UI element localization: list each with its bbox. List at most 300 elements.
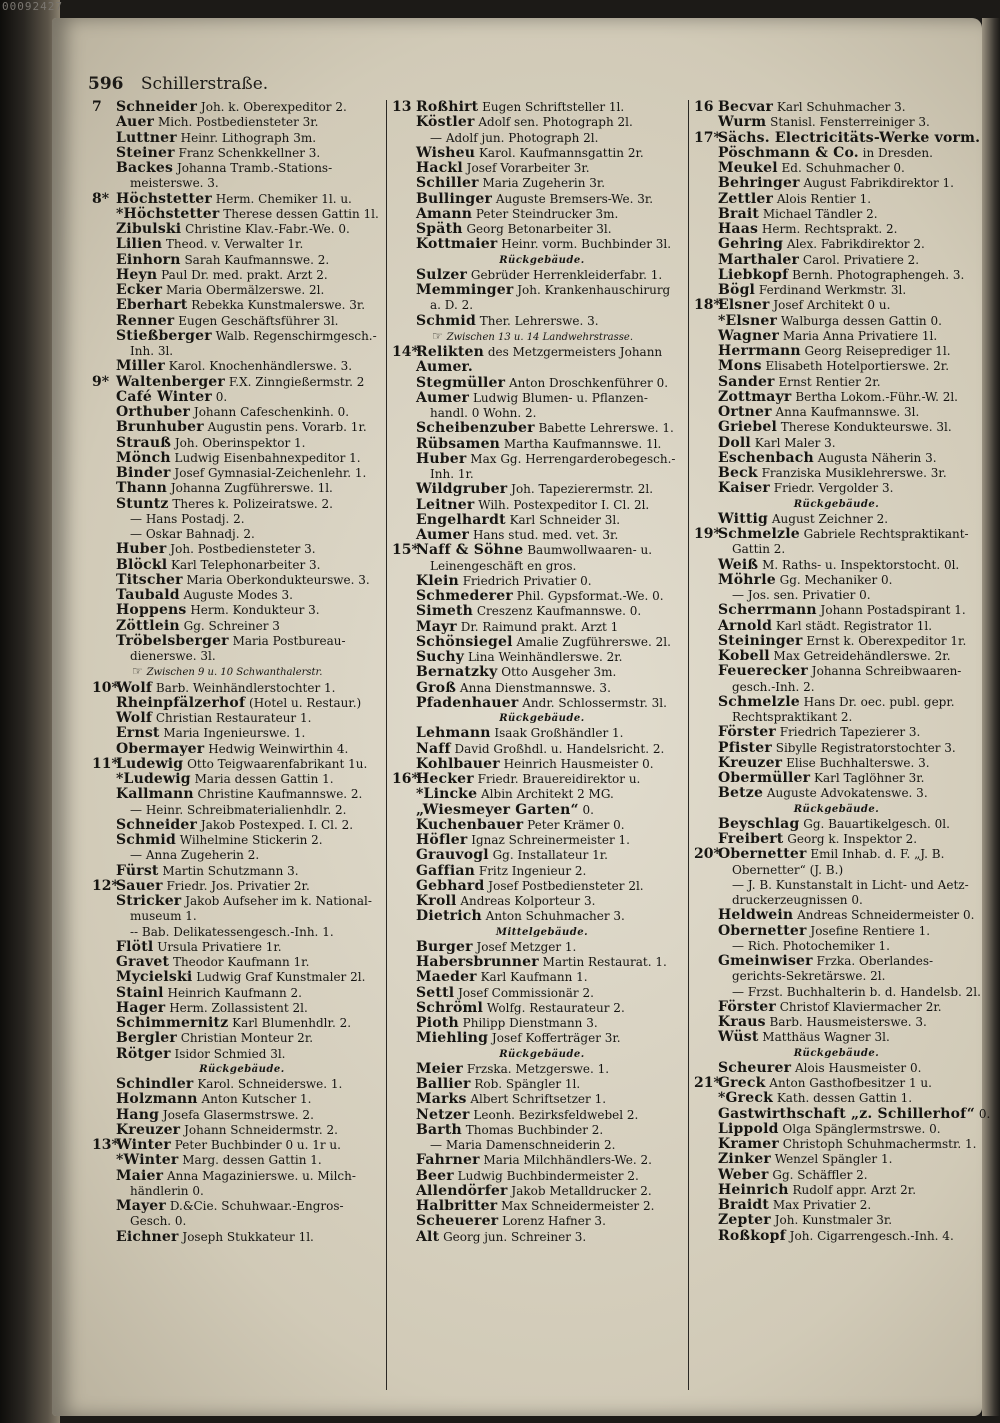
directory-entry (92, 207, 392, 222)
resident-details: Auguste Bremsers-We. 3r. (492, 191, 654, 206)
resident-details: Josef Commissionär 2. (454, 985, 594, 1000)
resident-details: Christian Restaurateur 1. (152, 711, 312, 725)
resident-name: Strauß (116, 434, 172, 451)
resident-details: Thomas Buchbinder 2. (461, 1122, 604, 1137)
entry-continuation: — Adolf jun. Photograph 2l. (430, 130, 599, 145)
resident-name: Allendörfer (416, 1182, 508, 1199)
resident-details: Jakob Aufseher im k. National- (181, 894, 372, 908)
directory-entry (694, 847, 979, 862)
house-number: 17* (694, 129, 721, 146)
entry-continuation: Rechtspraktikant 2. (732, 710, 853, 724)
resident-details: Stanisl. Fensterreiniger 3. (766, 115, 930, 130)
resident-name: Höchstetter (116, 190, 212, 207)
directory-entry (392, 543, 692, 558)
resident-name: Netzer (416, 1106, 470, 1123)
resident-details: Christine Kaufmannswe. 2. (193, 787, 363, 802)
resident-name: Dietrich (416, 908, 482, 925)
directory-entry (92, 833, 392, 848)
directory-entry (392, 268, 692, 283)
directory-entry (392, 574, 692, 589)
resident-details: Bernh. Photographengeh. 3. (788, 267, 965, 282)
resident-name: Winter (116, 1137, 171, 1153)
directory-entry (392, 604, 692, 619)
directory-entry (694, 237, 979, 252)
resident-name: Maeder (416, 969, 477, 986)
resident-name: Rheinpfälzerhof (116, 694, 246, 711)
resident-details: Hans Dr. oec. publ. gepr. (799, 694, 955, 709)
directory-entry (92, 681, 392, 696)
resident-details: Gg. Installateur 1r. (488, 848, 608, 863)
directory-entry (392, 1092, 692, 1107)
resident-name: Orthuber (116, 404, 191, 420)
directory-entry (392, 376, 692, 391)
resident-details: Babette Lehrerswe. 1. (534, 421, 674, 436)
directory-entry (392, 665, 692, 680)
entry-continuation: handl. 0 Wohn. 2. (430, 406, 537, 420)
directory-entry (92, 481, 392, 496)
directory-entry (694, 603, 979, 618)
resident-details: 0. (975, 1106, 991, 1121)
directory-entry (694, 176, 979, 191)
book-spine (0, 0, 60, 1423)
directory-entry (694, 1152, 979, 1167)
resident-name: Zibulski (116, 221, 182, 237)
directory-entry (92, 298, 392, 313)
resident-name: Stegmüller (416, 374, 506, 391)
directory-entry (392, 115, 692, 130)
resident-details: Wenzel Spängler 1. (770, 1152, 893, 1167)
resident-name: Obermüller (718, 770, 811, 786)
resident-details: Dr. Raimund prakt. Arzt 1 (456, 619, 619, 634)
directory-entry (92, 573, 392, 588)
resident-details: Joseph Stukkateur 1l. (178, 1229, 314, 1244)
directory-entry (392, 1169, 692, 1184)
directory-entry (694, 1105, 991, 1122)
directory-entry (92, 161, 392, 176)
resident-name: Alt (416, 1228, 440, 1245)
resident-name: *Winter (116, 1152, 179, 1169)
directory-entry (694, 222, 979, 237)
resident-details: Heinr. Lithograph 3m. (176, 130, 317, 145)
resident-name: Bullinger (416, 190, 493, 207)
resident-name: Amann (416, 205, 473, 222)
directory-entry (392, 283, 692, 298)
resident-name: Roßhirt (416, 99, 479, 115)
entry-continuation: gesch.-Inh. 2. (732, 679, 815, 694)
resident-details: Ludwig Blumen- u. Pflanzen- (469, 390, 648, 405)
resident-details: Leonh. Bezirksfeldwebel 2. (469, 1107, 639, 1122)
directory-entry (392, 909, 692, 924)
resident-details: Ursula Privatiere 1r. (153, 939, 282, 954)
resident-name: Lehmann (416, 725, 491, 742)
directory-entry (92, 1092, 392, 1107)
house-number: 21* (694, 1075, 721, 1091)
resident-name: Scheurer (718, 1059, 792, 1076)
resident-name: Ernst (116, 725, 160, 742)
directory-entry (92, 542, 392, 557)
directory-entry (92, 1138, 392, 1153)
resident-details: Johann Cafeschenkinh. 0. (190, 405, 350, 419)
resident-details: (Hotel u. Restaur.) (245, 695, 362, 710)
resident-name: Roßkopf (718, 1227, 786, 1244)
resident-name: Rötger (116, 1045, 171, 1062)
resident-name: Gmeinwiser (718, 953, 813, 969)
resident-details: Anton Droschkenführer 0. (505, 375, 669, 390)
directory-entry (694, 908, 979, 923)
resident-name: Miehling (416, 1030, 489, 1047)
resident-name: Förster (718, 998, 776, 1015)
resident-name: Mönch (116, 449, 171, 466)
resident-details: 0. (578, 802, 594, 817)
directory-entry (92, 359, 392, 374)
resident-details: Albert Schriftsetzer 1. (466, 1092, 607, 1107)
resident-name: Lippold (718, 1120, 779, 1137)
directory-entry (92, 879, 392, 894)
directory-entry (92, 115, 392, 130)
house-number: 11* (92, 755, 119, 772)
resident-details: Karl Kaufmann 1. (476, 970, 588, 985)
resident-name: *Höchstetter (116, 205, 220, 222)
resident-details: Rudolf appr. Arzt 2r. (788, 1182, 917, 1197)
entry-continuation: — Rich. Photochemiker 1. (732, 938, 890, 953)
resident-details: Rob. Spängler 1l. (470, 1077, 581, 1091)
resident-name: Arnold (718, 617, 773, 634)
resident-details: Sibylle Registratorstochter 3. (771, 740, 956, 755)
resident-name: Schmid (416, 312, 476, 329)
directory-entry (392, 833, 692, 848)
resident-details: Herm. Rechtsprakt. 2. (758, 222, 898, 236)
resident-details: Christian Monteur 2r. (176, 1031, 314, 1046)
resident-name: Obernetter (718, 846, 807, 863)
directory-entry (694, 405, 979, 420)
directory-entry (392, 1230, 692, 1245)
column-1 (92, 100, 392, 1245)
resident-name: Ludewig (116, 755, 184, 772)
resident-details: Gg. Schäffler 2. (768, 1167, 868, 1182)
resident-details: Georg Betonarbeiter 3l. (462, 222, 612, 236)
directory-entry (694, 1015, 979, 1030)
directory-entry (92, 1108, 392, 1123)
resident-details: Max Schneidermeister 2. (497, 1199, 655, 1213)
page-edge (982, 18, 1000, 1416)
resident-details: Adolf sen. Photograph 2l. (474, 115, 633, 130)
resident-name: Engelhardt (416, 511, 506, 528)
resident-name: Höfler (416, 832, 468, 848)
directory-entry (392, 589, 692, 604)
resident-name: *Lincke (416, 786, 478, 803)
resident-details: Eugen Schriftsteller 1l. (478, 100, 625, 114)
resident-name: Gastwirthschaft „z. Schillerhof“ (718, 1105, 976, 1122)
directory-entry (392, 528, 692, 543)
resident-name: Beyschlag (718, 815, 800, 832)
resident-name: Gehring (718, 236, 784, 253)
directory-entry (92, 405, 392, 420)
directory-entry (694, 131, 979, 146)
directory-entry (92, 787, 392, 802)
directory-entry (392, 391, 692, 406)
resident-details: Ernst Rentier 2r. (774, 374, 881, 389)
resident-details: Josef Postbediensteter 2l. (484, 878, 644, 893)
resident-name: Wittig (718, 510, 769, 527)
resident-name: Schneider (116, 99, 198, 115)
directory-entry (92, 1230, 392, 1245)
directory-entry (694, 329, 979, 344)
resident-details: Maria Obermälzerswe. 2l. (162, 283, 325, 297)
resident-name: Huber (116, 541, 167, 558)
resident-details: Ludwig Eisenbahnexpeditor 1. (170, 450, 361, 465)
resident-details: Johanna Tramb.-Stations- (173, 161, 333, 175)
column-3 (694, 99, 991, 1244)
resident-name: Wagner (718, 327, 780, 344)
entry-continuation: Inh. 1r. (430, 467, 474, 481)
resident-details: Joh. Tapezierermstr. 2l. (507, 482, 654, 497)
resident-name: Behringer (718, 175, 800, 192)
directory-entry (92, 1001, 392, 1016)
resident-details: Gebrüder Herrenkleiderfabr. 1. (467, 267, 663, 282)
house-number: 14* (392, 344, 419, 360)
house-number: 13* (92, 1137, 119, 1153)
page-number: 596 (88, 74, 124, 94)
resident-details: Karol. Kaufmannsgattin 2r. (475, 145, 644, 160)
entry-continuation: Gesch. 0. (130, 1214, 187, 1229)
resident-name: Waltenberger (116, 373, 225, 390)
directory-entry (92, 818, 392, 833)
directory-entry (92, 742, 392, 757)
resident-name: Scheibenzuber (416, 420, 535, 437)
directory-entry (92, 757, 392, 772)
resident-name: Stuntz (116, 495, 169, 512)
directory-entry (92, 1123, 392, 1138)
section-heading: Mittelgebäude. (495, 926, 589, 938)
directory-entry (392, 100, 692, 115)
resident-name: Naff (416, 740, 451, 757)
resident-details: Ludwig Buchbindermeister 2. (453, 1168, 639, 1183)
resident-name: Kraus (718, 1014, 766, 1030)
resident-name: Barth (416, 1121, 462, 1138)
resident-name: Elsner (718, 297, 770, 314)
directory-entry (92, 1047, 392, 1062)
entry-continuation: händlerin 0. (130, 1183, 204, 1198)
resident-name: Ecker (116, 282, 163, 298)
directory-entry (92, 451, 392, 466)
house-number: 18* (694, 297, 721, 314)
directory-entry (694, 1030, 979, 1045)
resident-details: Max Privatier 2. (769, 1198, 872, 1212)
directory-entry (392, 864, 692, 879)
resident-name: Settl (416, 984, 455, 1001)
directory-entry (392, 222, 692, 237)
directory-entry (392, 1077, 692, 1092)
resident-details: Anna Kaufmannswe. 3l. (771, 405, 920, 419)
entry-continuation: — Anna Zugeherin 2. (130, 848, 260, 863)
directory-entry (392, 452, 692, 467)
directory-entry (392, 237, 692, 252)
resident-name: Eichner (116, 1228, 179, 1245)
resident-name: Meukel (718, 160, 778, 176)
directory-entry (392, 1016, 692, 1031)
resident-details: David Großhdl. u. Handelsricht. 2. (450, 741, 665, 756)
directory-entry (92, 711, 392, 726)
directory-entry (392, 360, 692, 375)
directory-entry (92, 955, 392, 970)
resident-details: Barb. Hausmeisterswe. 3. (765, 1015, 927, 1029)
house-number: 7 (92, 99, 102, 115)
resident-details: Andr. Schlossermstr. 3l. (518, 695, 667, 710)
resident-details: Peter Steindrucker 3m. (472, 206, 619, 221)
directory-entry (92, 146, 392, 161)
resident-details: Karl Maler 3. (750, 435, 836, 450)
directory-entry (694, 436, 979, 451)
resident-name: Simeth (416, 603, 473, 620)
resident-details: Kath. dessen Gattin 1. (773, 1091, 913, 1106)
resident-name: Wildgruber (416, 481, 508, 498)
resident-name: Zinker (718, 1151, 771, 1168)
resident-name: Hager (116, 999, 166, 1016)
directory-entry (92, 222, 392, 237)
directory-entry (92, 894, 392, 909)
directory-entry (392, 513, 692, 528)
directory-entry (392, 940, 692, 955)
directory-entry (92, 1016, 392, 1031)
resident-name: Pfadenhauer (416, 694, 519, 711)
directory-entry (92, 192, 392, 207)
resident-name: Meier (416, 1060, 464, 1077)
house-number: 10* (92, 679, 119, 696)
section-heading: Rückgebäude. (793, 803, 880, 815)
resident-details: Heinr. vorm. Buchbinder 3l. (497, 237, 672, 252)
resident-name: Heyn (116, 266, 158, 283)
directory-entry (392, 482, 692, 497)
resident-details: Herm. Kondukteur 3. (186, 603, 320, 618)
resident-name: Kobell (718, 648, 770, 664)
resident-name: Relikten (416, 344, 485, 360)
resident-name: Griebel (718, 419, 777, 436)
resident-details: Ferdinand Werkmstr. 3l. (755, 283, 907, 297)
resident-name: Taubald (116, 587, 180, 603)
entry-continuation: Leinengeschäft en gros. (430, 558, 577, 573)
resident-name: Zottmayr (718, 388, 792, 405)
resident-details: Joh. Kunstmaler 3r. (770, 1213, 893, 1228)
directory-entry (392, 314, 692, 329)
resident-name: Schmelzle (718, 693, 800, 710)
section-heading: Rückgebäude. (793, 498, 880, 510)
resident-details: Karl Telephonarbeiter 3. (167, 557, 321, 572)
resident-name: Halbritter (416, 1198, 498, 1214)
entry-continuation: — Hans Postadj. 2. (130, 511, 245, 526)
resident-name: Huber (416, 450, 467, 467)
entry-continuation: — Heinr. Schreibmaterialienhdlr. 2. (130, 802, 347, 817)
directory-entry (694, 1076, 979, 1091)
resident-details: Friedrich Tapezierer 3. (775, 725, 921, 740)
resident-name: Wüst (718, 1029, 759, 1046)
directory-entry (92, 1153, 392, 1168)
resident-details: Paul Dr. med. prakt. Arzt 2. (157, 267, 328, 282)
directory-entry (392, 146, 692, 161)
resident-name: Groß (416, 679, 457, 696)
resident-name: Wisheu (416, 144, 476, 161)
resident-name: Schmederer (416, 588, 513, 604)
directory-entry (392, 696, 692, 711)
directory-entry (392, 681, 692, 696)
resident-name: Renner (116, 312, 175, 329)
resident-details: Auguste Advokatenswe. 3. (763, 786, 928, 801)
directory-entry (694, 649, 979, 664)
resident-details: Georg jun. Schreiner 3. (439, 1229, 587, 1244)
directory-entry (392, 757, 692, 772)
resident-details: Creszenz Kaufmannswe. 0. (473, 604, 642, 619)
directory-entry (694, 146, 979, 161)
resident-details: Emil Inhab. d. F. „J. B. (806, 847, 945, 862)
resident-name: Hecker (416, 771, 474, 787)
directory-entry (392, 1123, 692, 1138)
scan-id-stamp: 00092427 (2, 0, 63, 13)
directory-entry (392, 1214, 692, 1229)
resident-name: Herrmann (718, 343, 801, 359)
resident-details: des Metzgermeisters Johann (484, 345, 663, 359)
resident-details: Frzska. Metzgerswe. 1. (463, 1061, 610, 1076)
directory-entry (694, 420, 979, 435)
resident-details: Bertha Lokom.-Führ.-W. 2l. (791, 389, 958, 404)
resident-details: Phil. Gypsformat.-We. 0. (512, 589, 664, 603)
resident-details: Friedr. Brauereidirektor u. (473, 772, 641, 786)
resident-name: Backes (116, 160, 174, 176)
directory-entry (694, 725, 979, 740)
resident-name: Becvar (718, 99, 774, 115)
directory-entry (694, 664, 979, 679)
resident-details: Friedr. Jos. Privatier 2r. (162, 878, 310, 893)
directory-entry (694, 207, 979, 222)
resident-details: Eugen Geschäftsführer 3l. (174, 313, 339, 328)
directory-entry (694, 314, 979, 329)
resident-details: Augustin pens. Vorarb. 1r. (203, 420, 367, 435)
directory-entry (694, 192, 979, 207)
resident-details: Barb. Weinhändlerstochter 1. (152, 680, 336, 695)
directory-entry (694, 390, 979, 405)
resident-details: Karl städt. Registrator 1l. (772, 618, 933, 633)
directory-entry (694, 1000, 979, 1015)
column-2 (392, 100, 692, 1245)
entry-continuation: museum 1. (130, 909, 197, 924)
resident-name: Wolf (116, 710, 153, 726)
resident-details: Maria Ingenieurswe. 1. (159, 726, 306, 741)
resident-details: Therese dessen Gattin 1l. (219, 206, 379, 221)
resident-details: Peter Buchbinder 0 u. 1r u. (170, 1138, 341, 1152)
resident-details: Hedwig Weinwirthin 4. (204, 741, 349, 756)
entry-continuation: — J. B. Kunstanstalt in Licht- und Aetz- (732, 877, 969, 892)
directory-entry (392, 879, 692, 894)
resident-details: Friedrich Privatier 0. (458, 573, 592, 588)
directory-entry (694, 573, 979, 588)
resident-details: Alois Rentier 1. (773, 191, 872, 206)
resident-details: Auguste Modes 3. (179, 588, 293, 602)
resident-details: Theres k. Polizeiratswe. 2. (168, 496, 333, 511)
house-number: 8* (92, 190, 110, 207)
resident-details: Martin Schutzmann 3. (158, 863, 299, 878)
resident-name: Mayr (416, 618, 457, 635)
resident-name: Beer (416, 1167, 454, 1184)
resident-name: Zöttlein (116, 617, 180, 634)
house-number: 13 (392, 99, 412, 115)
resident-details: Anton Gasthofbesitzer 1 u. (765, 1076, 932, 1090)
resident-details: Alex. Fabrikdirektor 2. (783, 237, 925, 252)
resident-details: Karl Schuhmacher 3. (773, 100, 906, 114)
directory-entry (694, 741, 979, 756)
resident-details: Gg. Schreiner 3 (179, 618, 280, 633)
resident-name: Brait (718, 205, 760, 222)
resident-details: Anton Schuhmacher 3. (481, 909, 625, 924)
resident-name: Luttner (116, 129, 177, 146)
entry-continuation: druckerzeugnissen 0. (732, 893, 863, 907)
